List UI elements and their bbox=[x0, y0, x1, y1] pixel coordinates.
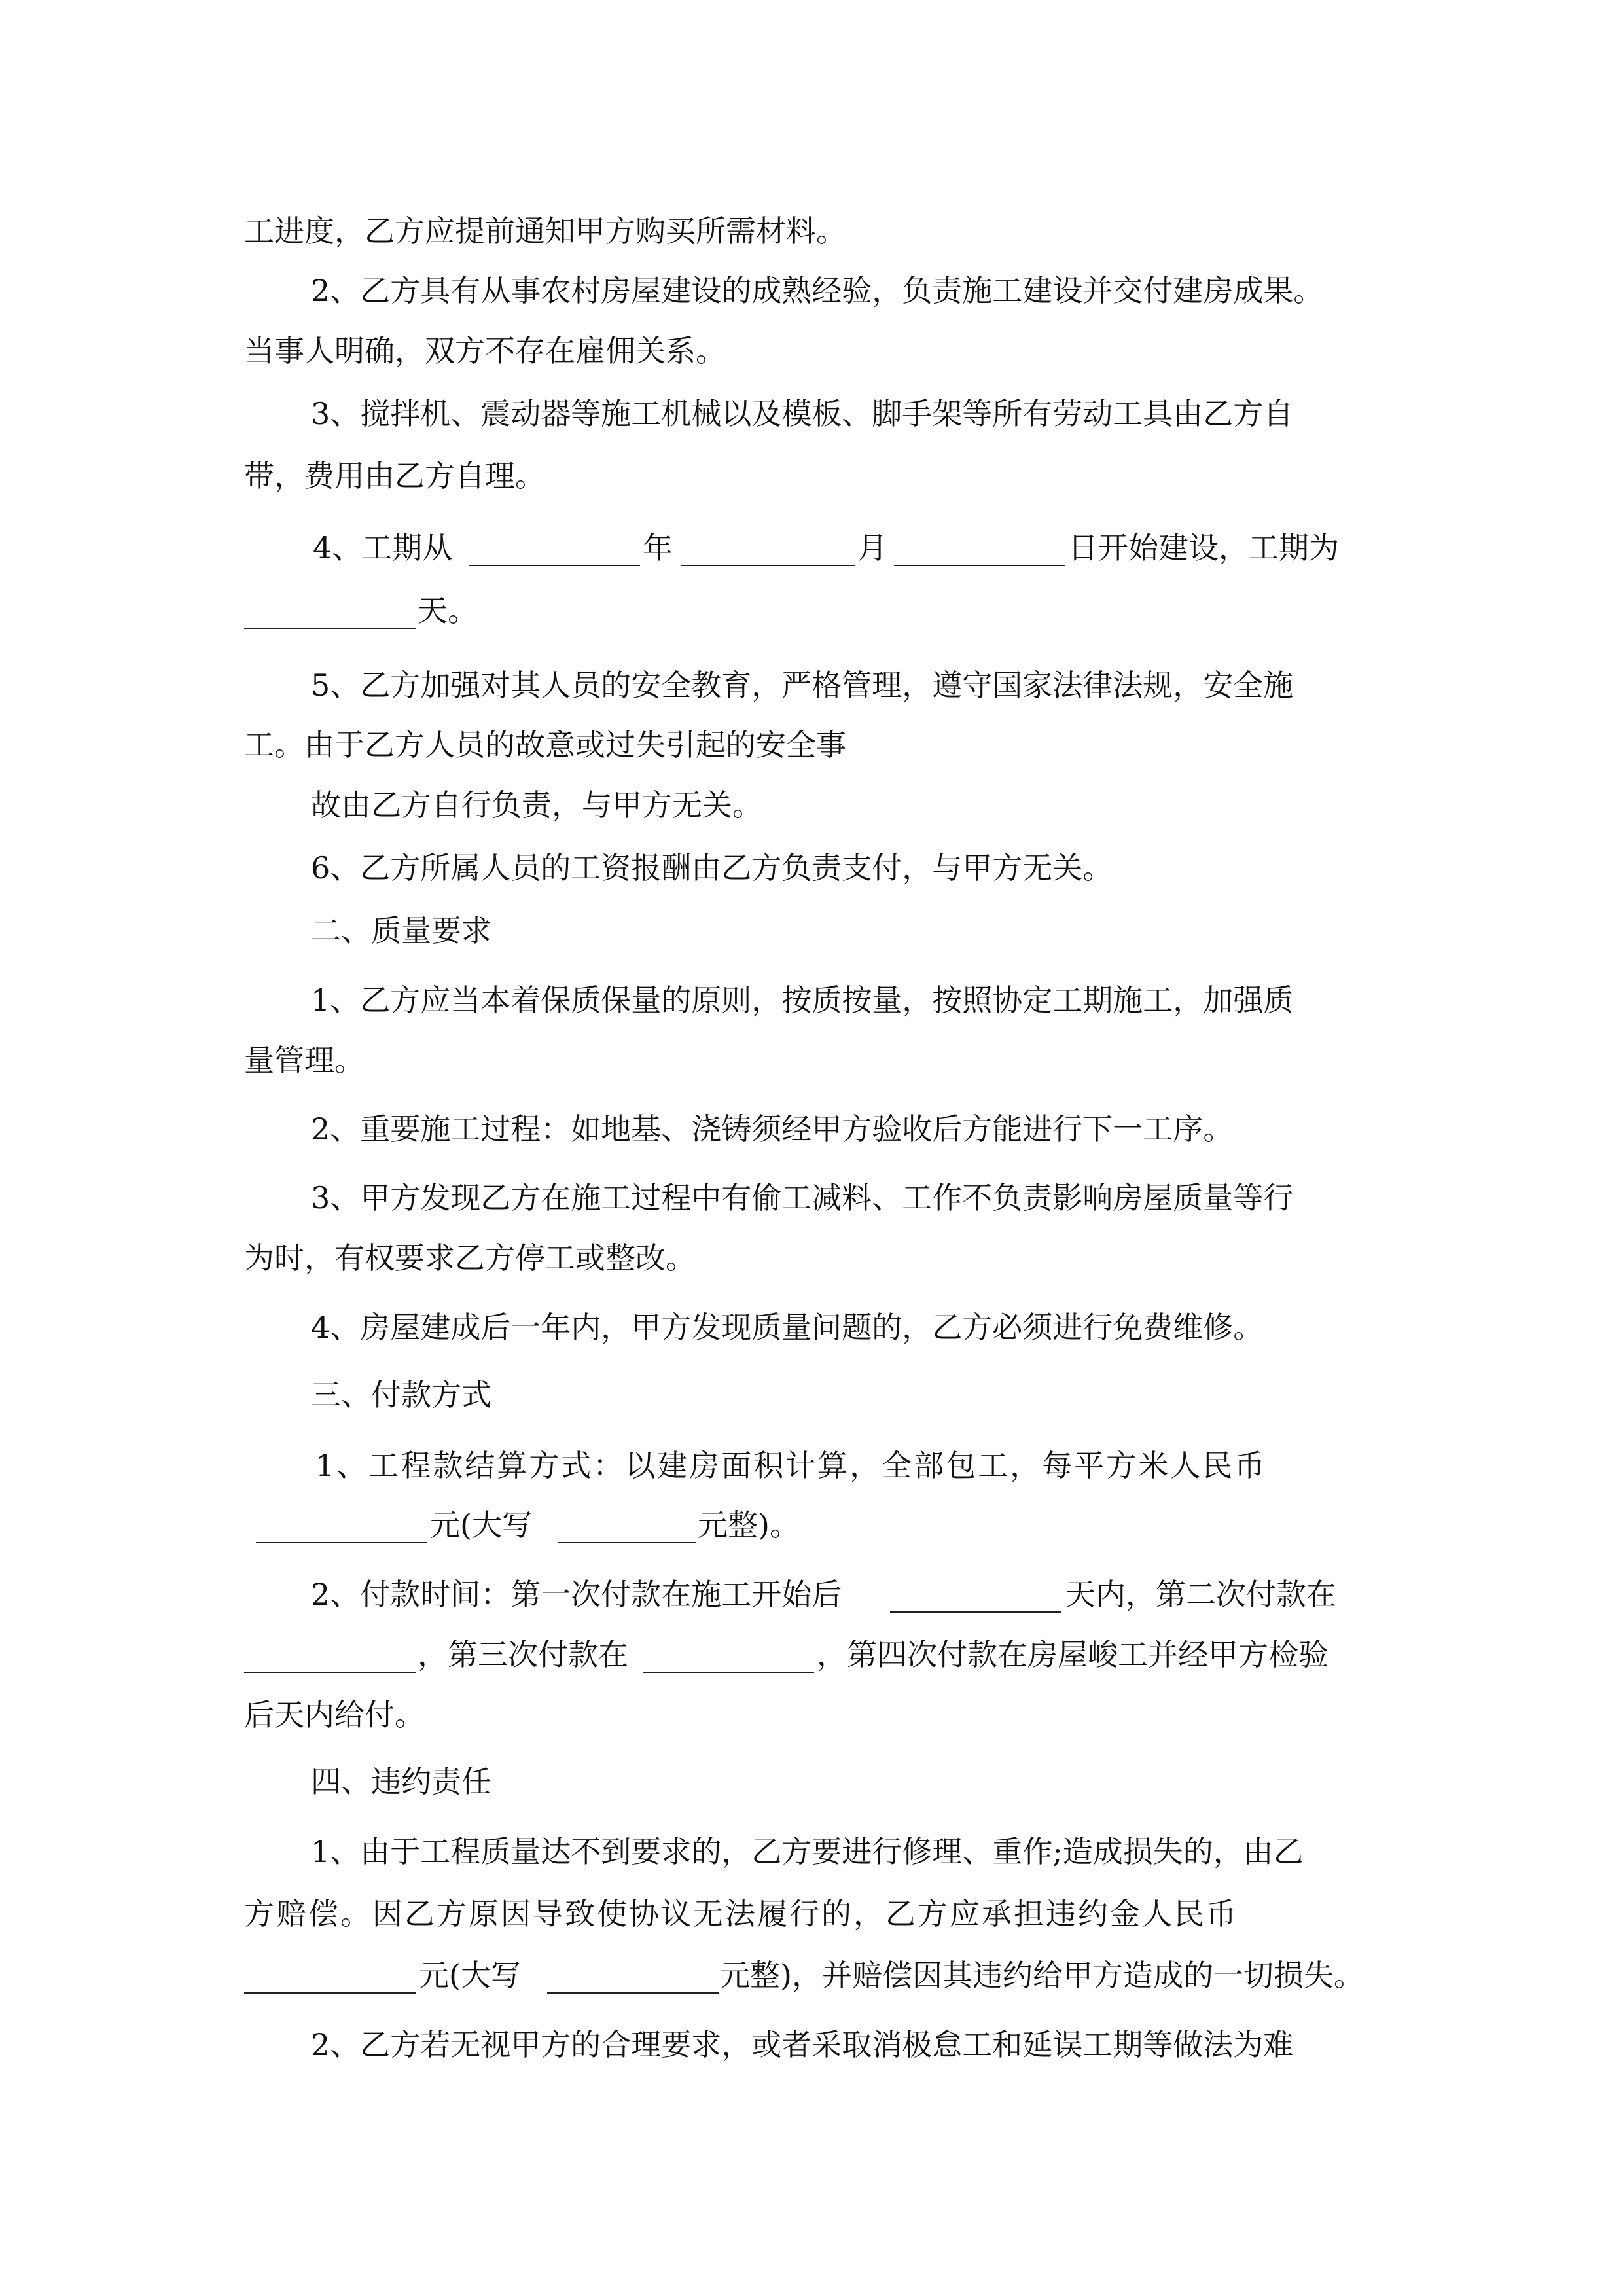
text-line bbox=[0, 1172, 1623, 1224]
text-line bbox=[0, 1369, 1623, 1421]
clause-text: 2、乙方具有从事农村房屋建设的成熟经验，负责施工建设并交付建房成果。 bbox=[311, 273, 1324, 308]
clause-text: 1、工程款结算方式：以建房面积计算，全部包工，每平方米人民币 bbox=[315, 1448, 1267, 1483]
paragraph-text: 工进度，乙方应提前通知甲方购买所需材料。 bbox=[244, 213, 846, 249]
text-line bbox=[0, 584, 1623, 637]
price-words-blank bbox=[558, 1508, 696, 1543]
section-heading: 二、质量要求 bbox=[311, 913, 491, 948]
text-line bbox=[0, 1949, 1623, 2001]
paragraph-text: 量管理。 bbox=[244, 1043, 365, 1078]
text-line bbox=[0, 1888, 1623, 1940]
duration-blank bbox=[244, 594, 416, 629]
text-line bbox=[0, 1301, 1623, 1354]
text-line bbox=[0, 974, 1623, 1026]
text-line bbox=[0, 1568, 1623, 1621]
text-line bbox=[0, 205, 1623, 257]
text-line bbox=[0, 1034, 1623, 1086]
text-line bbox=[0, 522, 1623, 574]
clause-text: 6、乙方所属人员的工资报酬由乙方负责支付，与甲方无关。 bbox=[311, 850, 1113, 886]
third-payment-blank bbox=[643, 1638, 814, 1673]
clause-text: ，第四次付款在房屋峻工并经甲方检验 bbox=[817, 1637, 1329, 1672]
text-line bbox=[0, 905, 1623, 957]
text-line bbox=[0, 842, 1623, 894]
month-blank bbox=[681, 531, 855, 566]
paragraph-text: 元整)，并赔偿因其违约给甲方造成的一切损失。 bbox=[720, 1958, 1364, 1993]
text-line bbox=[0, 1628, 1623, 1681]
paragraph-text: 为时，有权要求乙方停工或整改。 bbox=[244, 1240, 696, 1276]
clause-text: 3、搅拌机、震动器等施工机械以及模板、脚手架等所有劳动工具由乙方自 bbox=[311, 396, 1294, 431]
text-line bbox=[0, 264, 1623, 317]
text-line bbox=[0, 450, 1623, 502]
text-line bbox=[0, 719, 1623, 771]
text-line bbox=[0, 1439, 1623, 1492]
clause-text: 1、乙方应当本着保质保量的原则，按质按量，按照协定工期施工，加强质 bbox=[311, 982, 1294, 1018]
clause-text: 2、付款时间：第一次付款在施工开始后 bbox=[311, 1577, 842, 1612]
text-line bbox=[0, 387, 1623, 440]
duration-label: 天。 bbox=[418, 593, 478, 628]
text-line bbox=[0, 1825, 1623, 1878]
text-line bbox=[0, 779, 1623, 831]
section-heading: 四、违约责任 bbox=[311, 1764, 491, 1799]
text-line bbox=[0, 1103, 1623, 1155]
clause-text: 3、甲方发现乙方在施工过程中有偷工减料、工作不负责影响房屋质量等行 bbox=[311, 1180, 1294, 1215]
clause-text: ，第三次付款在 bbox=[418, 1637, 628, 1672]
clause-text: 天内，第二次付款在 bbox=[1065, 1577, 1336, 1612]
price-blank bbox=[256, 1508, 427, 1543]
second-payment-blank bbox=[244, 1638, 416, 1673]
paragraph-text: 方赔偿。因乙方原因导致使协议无法履行的，乙方应承担违约金人民币 bbox=[244, 1896, 1238, 1931]
clause-text: 4、房屋建成后一年内，甲方发现质量问题的，乙方必须进行免费维修。 bbox=[311, 1310, 1264, 1345]
text-line bbox=[0, 1755, 1623, 1808]
paragraph-text: 故由乙方自行负责，与甲方无关。 bbox=[311, 787, 762, 823]
text-line bbox=[0, 1499, 1623, 1551]
text-line bbox=[0, 2018, 1623, 2071]
clause-text: 2、乙方若无视甲方的合理要求，或者采取消极怠工和延误工期等做法为难 bbox=[311, 2027, 1294, 2062]
section-heading: 三、付款方式 bbox=[311, 1377, 491, 1412]
paragraph-text: 后天内给付。 bbox=[244, 1697, 425, 1732]
amount-label: 元整)。 bbox=[698, 1507, 800, 1543]
amount-label: 元(大写 bbox=[419, 1958, 521, 1993]
clause-text: 1、由于工程质量达不到要求的，乙方要进行修理、重作;造成损失的，由乙 bbox=[311, 1834, 1304, 1869]
paragraph-text: 工。由于乙方人员的故意或过失引起的安全事 bbox=[244, 727, 846, 762]
paragraph-text: 带，费用由乙方自理。 bbox=[244, 458, 545, 493]
year-blank bbox=[469, 531, 640, 566]
clause-text: 4、工期从 bbox=[313, 530, 453, 565]
year-label: 年 bbox=[643, 530, 673, 565]
clause-text: 日开始建设，工期为 bbox=[1068, 530, 1339, 565]
day-blank bbox=[894, 531, 1065, 566]
paragraph-text: 当事人明确，双方不存在雇佣关系。 bbox=[244, 333, 726, 368]
clause-text: 5、乙方加强对其人员的安全教育，严格管理，遵守国家法律法规，安全施 bbox=[311, 668, 1294, 703]
text-line bbox=[0, 659, 1623, 711]
text-line bbox=[0, 1689, 1623, 1741]
amount-label: 元(大写 bbox=[430, 1507, 532, 1543]
penalty-blank bbox=[244, 1958, 416, 1994]
month-label: 月 bbox=[857, 530, 887, 565]
clause-text: 2、重要施工过程：如地基、浇铸须经甲方验收后方能进行下一工序。 bbox=[311, 1111, 1234, 1147]
payment-days-blank bbox=[890, 1577, 1061, 1613]
text-line bbox=[0, 1232, 1623, 1284]
penalty-words-blank bbox=[547, 1958, 719, 1994]
text-line bbox=[0, 325, 1623, 377]
